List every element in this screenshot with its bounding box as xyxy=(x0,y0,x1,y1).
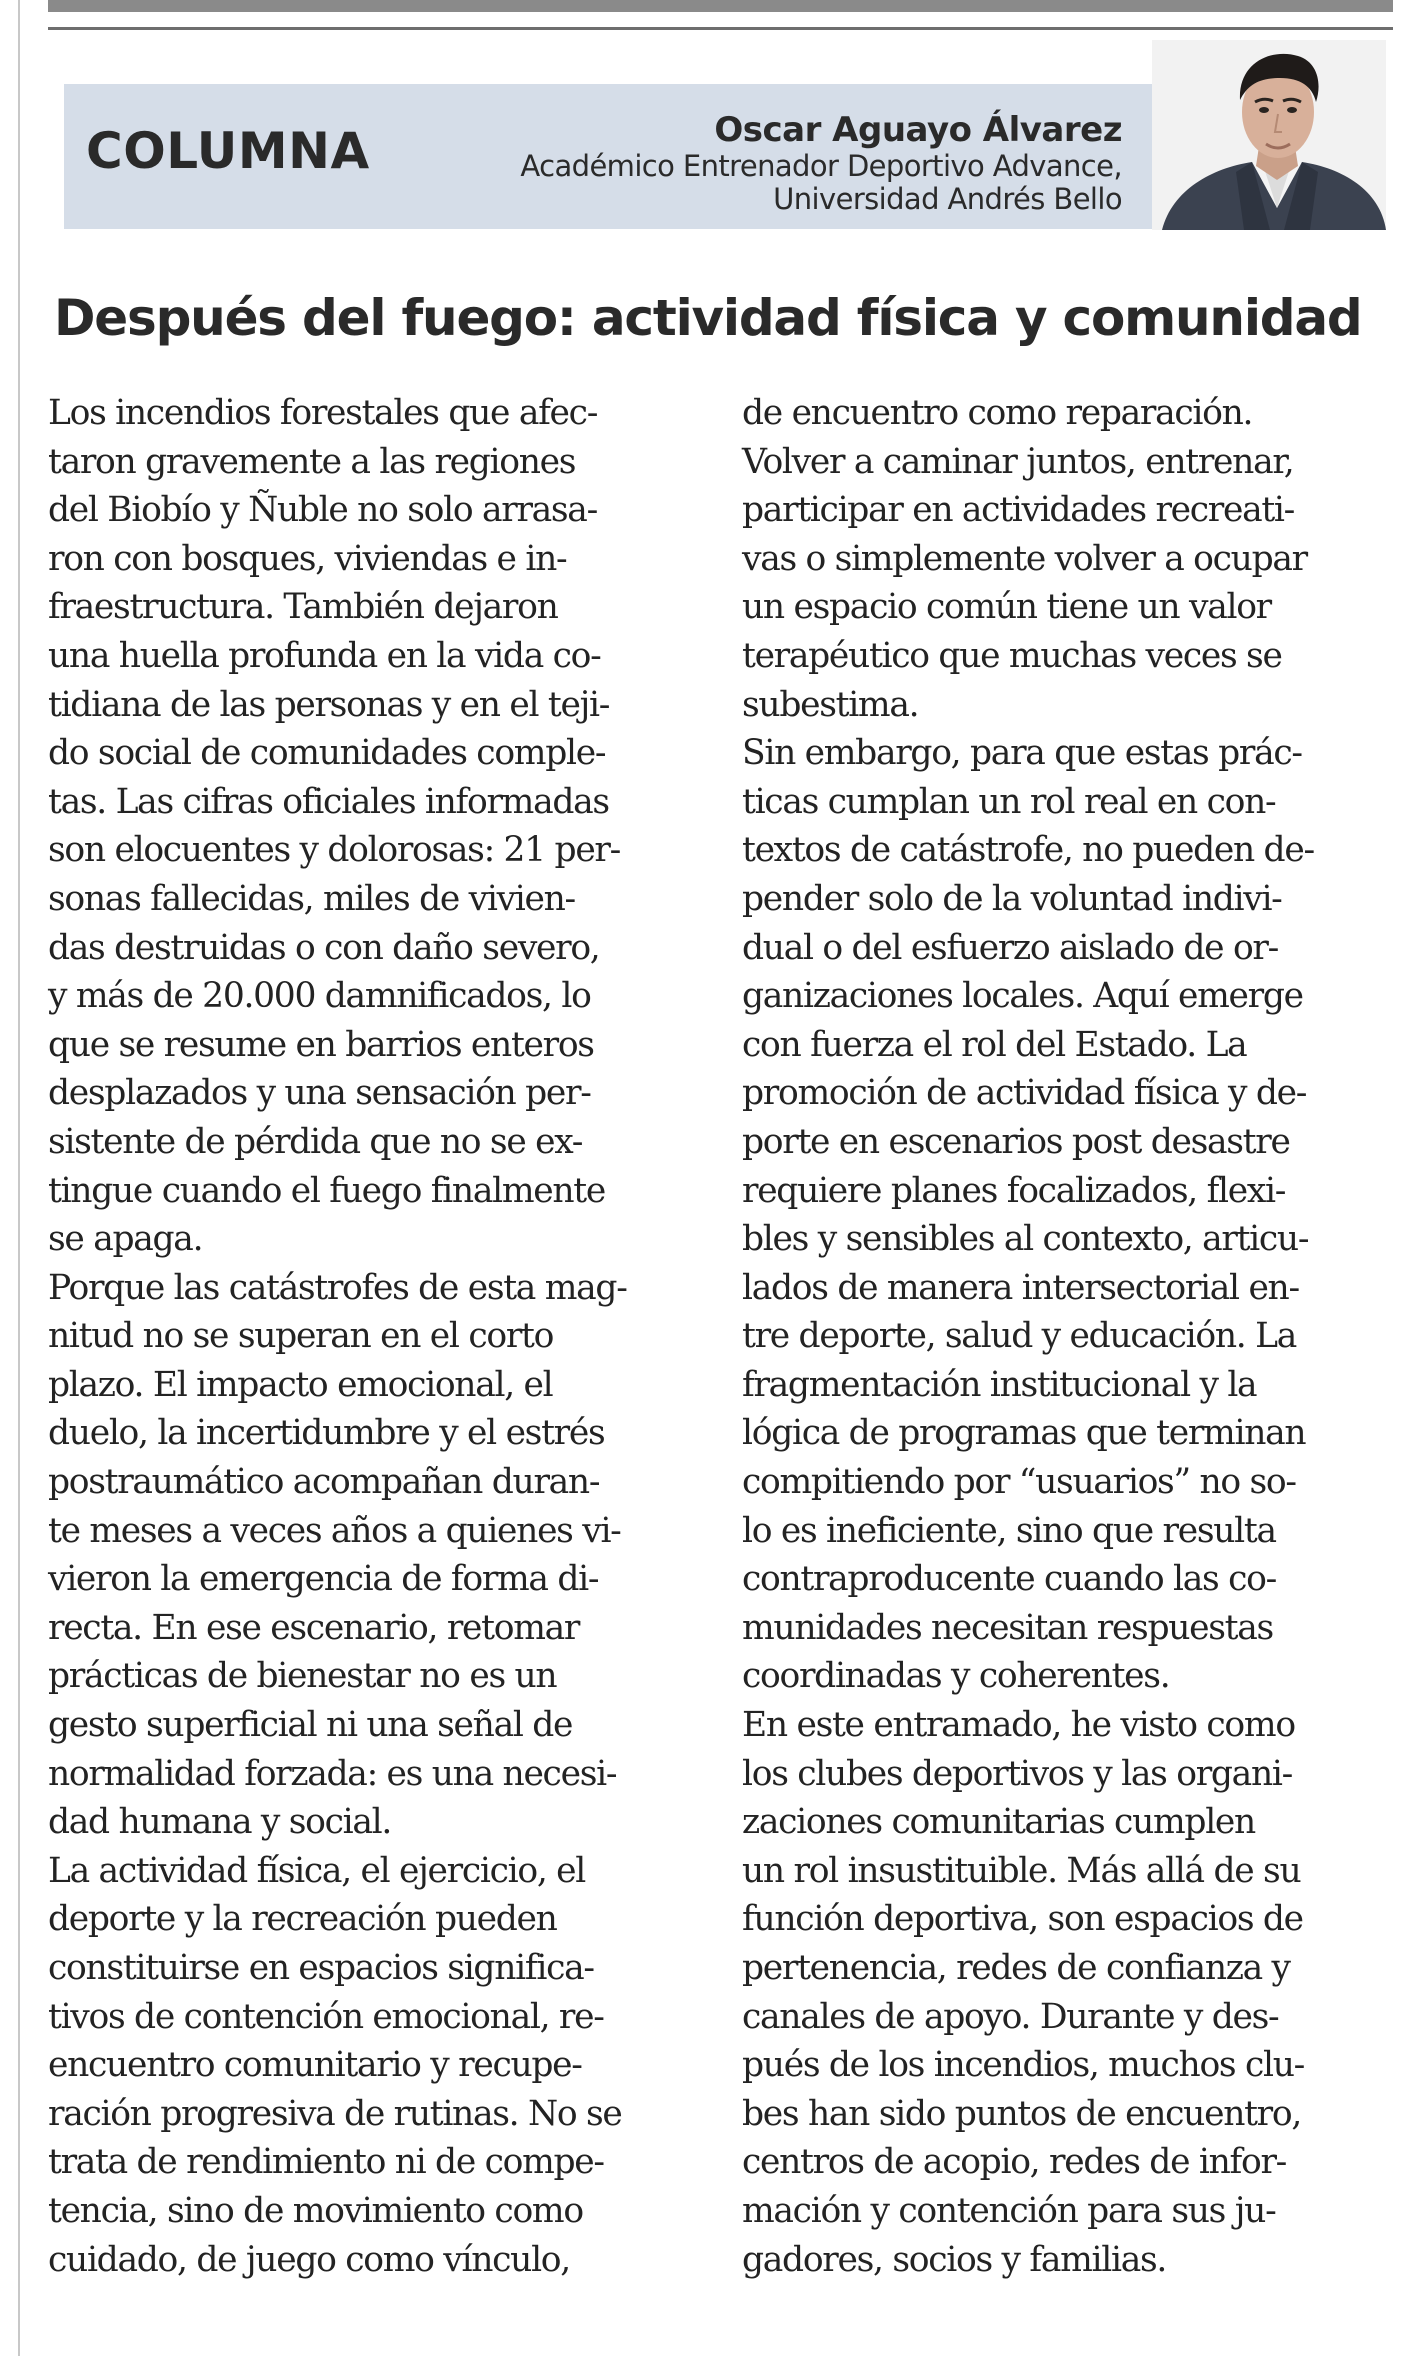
article-text-line: normalidad forzada: es una necesi- xyxy=(48,1753,617,1794)
article-text-line: tingue cuando el fuego finalmente xyxy=(48,1170,605,1211)
article-text-line: son elocuentes y dolorosas: 21 per- xyxy=(48,830,620,871)
article-text-line: En este entramado, he visto como xyxy=(742,1705,1295,1746)
article-text-line: trata de rendimiento ni de compe- xyxy=(48,2142,604,2183)
article-text-line: te meses a veces años a quienes vi- xyxy=(48,1510,621,1551)
article-text-line: recta. En ese escenario, retomar xyxy=(48,1607,580,1648)
article-text-line: requiere planes focalizados, flexi- xyxy=(742,1170,1286,1211)
article-text-line: taron gravemente a las regiones xyxy=(48,441,576,482)
article-text-line: tencia, sino de movimiento como xyxy=(48,2190,583,2231)
top-rule-thin xyxy=(48,27,1393,30)
article-text-line: sistente de pérdida que no se ex- xyxy=(48,1121,583,1162)
article-text-line: compitiendo por “usuarios” no so- xyxy=(742,1462,1296,1503)
article-text-line: dad humana y social. xyxy=(48,1802,392,1843)
article-text-line: se apaga. xyxy=(48,1219,203,1260)
article-text-line: centros de acopio, redes de infor- xyxy=(742,2142,1287,2183)
article-text-line: fraestructura. También dejaron xyxy=(48,587,558,628)
article-text-line: un rol insustituible. Más allá de su xyxy=(742,1850,1301,1891)
article-text-line: do social de comunidades comple- xyxy=(48,733,606,774)
article-column-right xyxy=(742,389,1392,2284)
article-text-line: duelo, la incertidumbre y el estrés xyxy=(48,1413,605,1454)
article-text-line: con fuerza el rol del Estado. La xyxy=(742,1024,1247,1065)
article-text-line: lados de manera intersectorial en- xyxy=(742,1267,1299,1308)
article-text-line: deporte y la recreación pueden xyxy=(48,1899,557,1940)
article-text-line: pués de los incendios, muchos clu- xyxy=(742,2045,1305,2086)
article-text-line: canales de apoyo. Durante y des- xyxy=(742,1996,1279,2037)
article-text-line: mación y contención para sus ju- xyxy=(742,2190,1276,2231)
article-text-line: terapéutico que muchas veces se xyxy=(742,635,1282,676)
article-text-line: constituirse en espacios significa- xyxy=(48,1948,594,1988)
article-text-line: das destruidas o con daño severo, xyxy=(48,927,600,968)
article-text-line: vas o simplemente volver a ocupar xyxy=(742,538,1307,579)
article-text-line: de encuentro como reparación. xyxy=(742,393,1253,433)
article-text-line: bles y sensibles al contexto, articu- xyxy=(742,1219,1309,1260)
article-text-line: subestima. xyxy=(742,684,919,725)
article-text-line: lógica de programas que terminan xyxy=(742,1413,1306,1454)
article-text-line: función deportiva, son espacios de xyxy=(742,1899,1303,1940)
article-text-line: pertenencia, redes de confianza y xyxy=(742,1948,1290,1988)
article-text-line: tivos de contención emocional, re- xyxy=(48,1996,604,2037)
article-text-line: promoción de actividad física y de- xyxy=(742,1073,1307,1114)
article-text-line: una huella profunda en la vida co- xyxy=(48,635,601,676)
article-text-line: gesto superficial ni una señal de xyxy=(48,1705,573,1746)
article-headline: Después del fuego: actividad física y comunidad xyxy=(54,289,1362,347)
article-text-line: plazo. El impacto emocional, el xyxy=(48,1364,553,1405)
page-margin-rule xyxy=(18,0,20,2356)
article-text-line: vieron la emergencia de forma di- xyxy=(48,1559,599,1600)
article-text-line: un espacio común tiene un valor xyxy=(742,587,1271,628)
article-text-line: bes han sido puntos de encuentro, xyxy=(742,2093,1302,2134)
article-text-line: La actividad física, el ejercicio, el xyxy=(48,1850,586,1891)
article-text-line: participar en actividades recreati- xyxy=(742,490,1295,531)
article-text-line: munidades necesitan respuestas xyxy=(742,1607,1273,1648)
author-photo xyxy=(1152,40,1386,230)
author-role-line-1: Académico Entrenador Deportivo Advance, xyxy=(520,149,1122,183)
article-text-line: del Biobío y Ñuble no solo arrasa- xyxy=(48,490,597,531)
top-rule xyxy=(48,0,1393,12)
article-text-line: tre deporte, salud y educación. La xyxy=(742,1316,1297,1357)
article-text-line: lo es ineficiente, sino que resulta xyxy=(742,1510,1276,1551)
article-text-line: textos de catástrofe, no pueden de- xyxy=(742,830,1314,871)
article-text-line: tidiana de las personas y en el teji- xyxy=(48,684,610,725)
article-column-left xyxy=(48,389,698,2284)
article-text-line: desplazados y una sensación per- xyxy=(48,1073,591,1114)
article-text-line: sonas fallecidas, miles de vivien- xyxy=(48,878,575,919)
section-label: COLUMNA xyxy=(86,122,370,180)
article-text-line: porte en escenarios post desastre xyxy=(742,1121,1290,1162)
article-text-line: los clubes deportivos y las organi- xyxy=(742,1753,1292,1794)
article-text-line: postraumático acompañan duran- xyxy=(48,1462,600,1503)
article-text-line: gadores, socios y familias. xyxy=(742,2239,1167,2280)
article-text-line: contraproducente cuando las co- xyxy=(742,1559,1276,1600)
article-text-line: ración progresiva de rutinas. No se xyxy=(48,2093,622,2134)
article-text-line: encuentro comunitario y recupe- xyxy=(48,2045,582,2086)
author-role-line-2: Universidad Andrés Bello xyxy=(773,182,1122,216)
article-text-line: Los incendios forestales que afec- xyxy=(48,393,598,433)
article-text-line: pender solo de la voluntad indivi- xyxy=(742,878,1282,919)
article-text-line: dual o del esfuerzo aislado de or- xyxy=(742,927,1278,968)
article-text-line: que se resume en barrios enteros xyxy=(48,1024,594,1065)
article-text-line: nitud no se superan en el corto xyxy=(48,1316,554,1357)
article-text-line: Porque las catástrofes de esta mag- xyxy=(48,1267,627,1308)
article-text-line: Volver a caminar juntos, entrenar, xyxy=(742,441,1294,482)
article-text-line: coordinadas y coherentes. xyxy=(742,1656,1170,1697)
article-text-line: Sin embargo, para que estas prác- xyxy=(742,733,1302,774)
article-text-line: fragmentación institucional y la xyxy=(742,1364,1257,1405)
article-text-line: cuidado, de juego como vínculo, xyxy=(48,2239,570,2280)
article-text-line: ganizaciones locales. Aquí emerge xyxy=(742,976,1303,1017)
article-text-line: y más de 20.000 damnificados, lo xyxy=(48,976,591,1017)
article-text-line: prácticas de bienestar no es un xyxy=(48,1656,557,1697)
author-name: Oscar Aguayo Álvarez xyxy=(714,110,1122,150)
article-text-line: zaciones comunitarias cumplen xyxy=(742,1802,1255,1843)
article-text-line: ron con bosques, viviendas e in- xyxy=(48,538,567,579)
article-text-line: tas. Las cifras oficiales informadas xyxy=(48,781,609,822)
article-text-line: ticas cumplan un rol real en con- xyxy=(742,781,1276,822)
author-byline xyxy=(520,110,1122,216)
